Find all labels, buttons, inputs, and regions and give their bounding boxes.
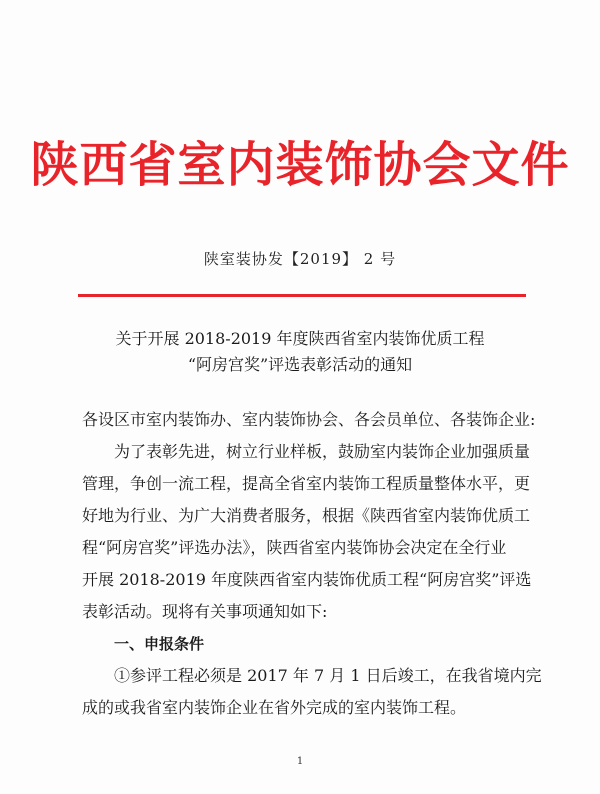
paragraph-line: 开展 2018-2019 年度陕西省室内装饰优质工程“阿房宫奖”评选 (82, 570, 532, 589)
salutation: 各设区市室内装饰办、室内装饰协会、各会员单位、各装饰企业: (82, 410, 536, 429)
notice-body (82, 404, 542, 724)
notice-title-line: 关于开展 2018-2019 年度陕西省室内装饰优质工程 (115, 329, 485, 348)
item-line: 成的或我省室内装饰企业在省外完成的室内装饰工程。 (82, 698, 467, 717)
notice-title-line: “阿房宫奖”评选表彰活动的通知 (187, 355, 413, 374)
header-divider (78, 294, 526, 297)
item-line: ①参评工程必须是 2017 年 7 月 1 日后竣工，在我省境内完 (114, 666, 542, 685)
paragraph-line: 管理，争创一流工程，提高全省室内装饰工程质量整体水平，更 (82, 474, 531, 493)
page-number: 1 (296, 756, 304, 767)
document-header-title: 陕西省室内装饰协会文件 (30, 137, 570, 193)
paragraph-line: 为了表彰先进，树立行业样板，鼓励室内装饰企业加强质量 (114, 442, 531, 461)
section-heading: 一、申报条件 (114, 635, 205, 653)
document-number: 陕室装协发【2019】 2 号 (203, 250, 397, 268)
notice-title (0, 326, 600, 378)
paragraph-line: 好地为行业、为广大消费者服务，根据《陕西省室内装饰优质工 (82, 506, 531, 525)
paragraph-line: 程“阿房宫奖”评选办法》，陕西省室内装饰协会决定在全行业 (82, 538, 507, 557)
paragraph-line: 表彰活动。现将有关事项通知如下: (82, 602, 328, 621)
